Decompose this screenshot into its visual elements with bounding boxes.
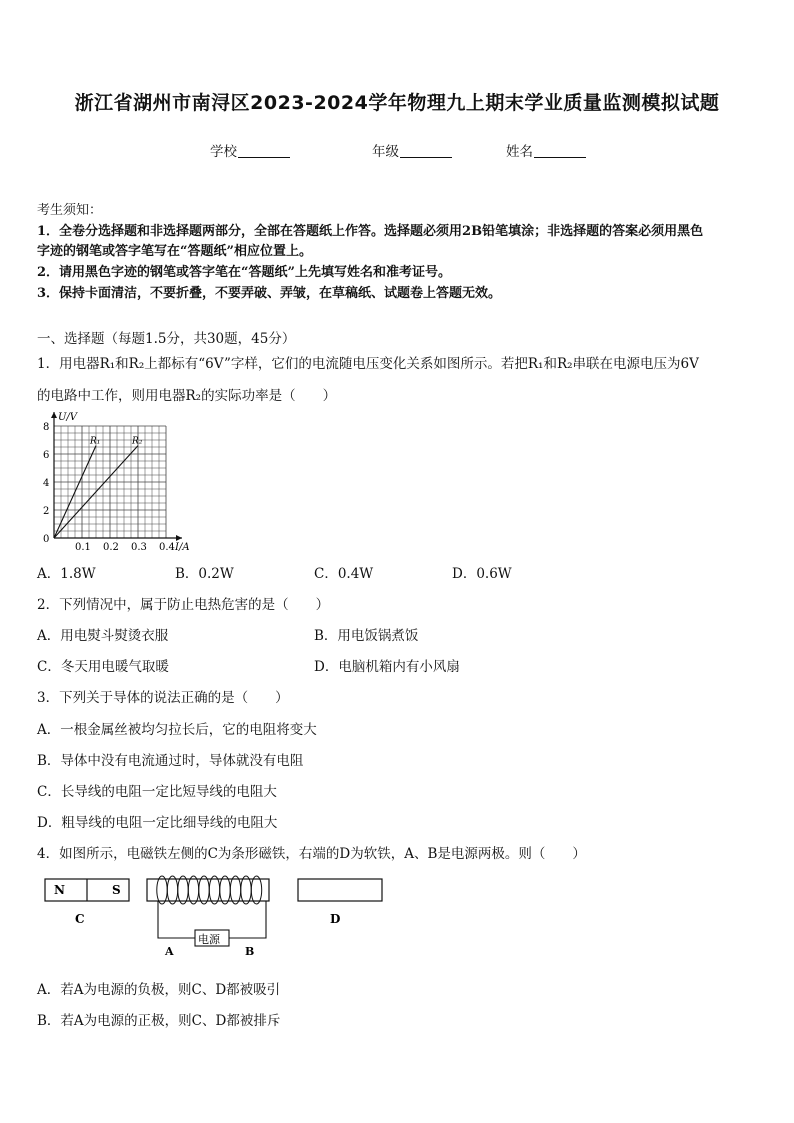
school-field	[210, 140, 290, 160]
question-stem: 2．下列情况中，属于防止电热危害的是（ ）	[37, 597, 330, 613]
name-field	[506, 140, 586, 160]
x-tick-label: 0.4	[159, 542, 175, 553]
section-heading: 一、选择题（每题1.5分，共30题，45分）	[37, 331, 296, 347]
notice-item: 2．请用黑色字迹的钢笔或答字笔在“答题纸”上先填写姓名和准考证号。	[37, 265, 452, 280]
coil-turn	[220, 876, 230, 904]
x-axis-label: I/A	[175, 542, 190, 553]
notice-item: 字迹的钢笔或答字笔写在“答题纸”相应位置上。	[37, 244, 312, 259]
north-pole-label: N	[54, 883, 65, 897]
x-axis-arrow	[176, 535, 182, 541]
ui-graph	[36, 408, 196, 554]
wire-left	[158, 901, 195, 938]
electromagnet-diagram	[40, 868, 390, 964]
question-stem: 的电路中工作，则用电器R₂的实际功率是（ ）	[37, 388, 337, 404]
option: C．冬天用电暖气取暖	[37, 659, 169, 675]
coil-turn	[178, 876, 188, 904]
y-tick-label: 2	[43, 506, 50, 517]
option: B．导体中没有电流通过时，导体就没有电阻	[37, 753, 304, 769]
question-stem: 4．如图所示，电磁铁左侧的C为条形磁铁，右端的D为软铁，A、B是电源两极。则（ ）	[37, 846, 586, 862]
name-blank	[534, 143, 586, 158]
grade-blank	[400, 143, 452, 158]
graph-grid	[54, 426, 166, 538]
option: A．若A为电源的负极，则C、D都被吸引	[37, 982, 281, 998]
coil-turn	[251, 876, 261, 904]
coil-turn	[157, 876, 167, 904]
y-tick-label: 6	[43, 450, 50, 461]
option: C．0.4W	[314, 566, 374, 582]
notice-item: 1．全卷分选择题和非选择题两部分，全部在答题纸上作答。选择题必须用2B铅笔填涂；非选择题的答案必须用黑色	[37, 224, 704, 239]
option: C．长导线的电阻一定比短导线的电阻大	[37, 784, 277, 800]
question-stem: 1．用电器R₁和R₂上都标有“6V”字样，它们的电流随电压变化关系如图所示。若把R₁和R₂串联在电源电压为6V	[37, 356, 699, 372]
notice-heading: 考生须知：	[37, 203, 103, 218]
coil-windings	[157, 876, 262, 904]
option: A．用电熨斗熨烫衣服	[37, 628, 169, 644]
option: B．用电饭锅煮饭	[314, 628, 419, 644]
label-a: A	[165, 945, 174, 958]
wire-right	[229, 901, 266, 938]
y-axis-label: U/V	[58, 412, 78, 423]
x-tick-label: 0.1	[75, 542, 91, 553]
coil-turn	[167, 876, 177, 904]
option: D．粗导线的电阻一定比细导线的电阻大	[37, 815, 278, 831]
power-source-label: 电源	[198, 933, 220, 946]
name-label: 姓名	[506, 144, 533, 160]
coil-turn	[209, 876, 219, 904]
y-tick-label: 8	[43, 422, 50, 433]
label-b: B	[245, 945, 255, 958]
school-blank	[238, 143, 290, 158]
option: D．0.6W	[452, 566, 512, 582]
grade-label: 年级	[372, 144, 399, 160]
x-tick-label: 0.2	[103, 542, 119, 553]
graph-axes	[51, 412, 182, 541]
label-d: D	[330, 912, 341, 926]
option: D．电脑机箱内有小风扇	[314, 659, 460, 675]
y-axis-arrow	[51, 412, 57, 418]
page-title: 浙江省湖州市南浔区2023-2024学年物理九上期末学业质量监测模拟试题	[74, 92, 720, 114]
coil-turn	[230, 876, 240, 904]
school-label: 学校	[210, 144, 237, 160]
coil-turn	[188, 876, 198, 904]
question-stem: 3．下列关于导体的说法正确的是（ ）	[37, 690, 289, 706]
south-pole-label: S	[112, 883, 121, 897]
y-tick-label: 4	[43, 478, 50, 489]
option: B．0.2W	[175, 566, 234, 582]
grade-field	[372, 140, 452, 160]
option: B．若A为电源的正极，则C、D都被排斥	[37, 1013, 281, 1029]
label-c: C	[75, 912, 85, 926]
series-label-2: R₂	[132, 436, 143, 447]
series-label-1: R₁	[90, 436, 101, 447]
coil-turn	[199, 876, 209, 904]
notice-item: 3．保持卡面清洁，不要折叠，不要弄破、弄皱，在草稿纸、试题卷上答题无效。	[37, 286, 502, 301]
option: A．一根金属丝被均匀拉长后，它的电阻将变大	[37, 722, 317, 738]
origin-label: 0	[43, 534, 50, 545]
option: A．1.8W	[37, 566, 96, 582]
coil-turn	[241, 876, 251, 904]
x-tick-label: 0.3	[131, 542, 147, 553]
soft-iron	[298, 879, 382, 901]
